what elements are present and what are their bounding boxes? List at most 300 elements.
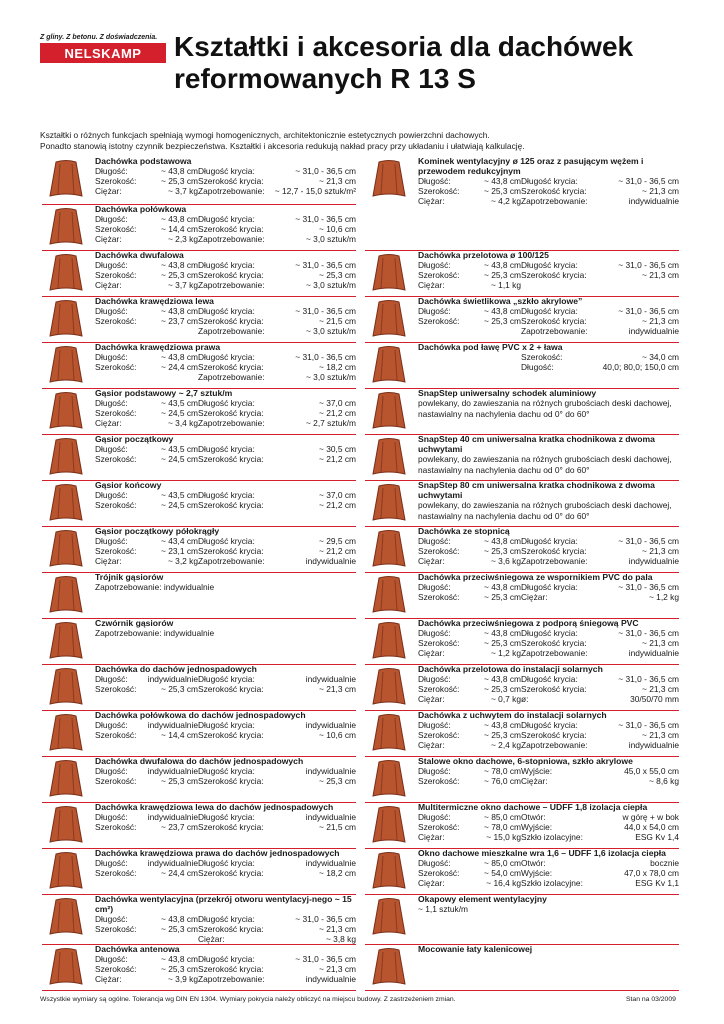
spec-cell: Ciężar:: [418, 832, 445, 842]
item-text: [418, 480, 679, 521]
spec-cell: Szerokość:: [95, 224, 137, 234]
spec-row: [95, 536, 356, 546]
item-title: Dachówka podstawowa: [95, 156, 192, 166]
spec-cell: ~ 21,2 cm: [318, 454, 356, 464]
spec-cell: [521, 280, 595, 290]
spec-row: [418, 868, 679, 878]
spec-cell: ~ 25,3 cm: [483, 592, 521, 602]
spec-cell: Długość krycia:: [198, 352, 255, 362]
spec-row: [95, 280, 356, 290]
spec-row: [95, 500, 356, 510]
spec-cell: Długość krycia:: [198, 260, 255, 270]
roof-tile-icon: [365, 436, 413, 478]
spec-cell: Szerokość krycia:: [198, 500, 264, 510]
spec-cell: Szerokość:: [95, 176, 137, 186]
spec-cell: Szerokość:: [521, 352, 563, 362]
spec-cell: Ciężar:: [418, 280, 445, 290]
spec-cell: Szerokość:: [95, 684, 137, 694]
roof-tile-icon: [42, 298, 90, 340]
spec-cell: ~ 23,7 cm: [160, 822, 198, 832]
spec-cell: Szerokość krycia:: [198, 408, 264, 418]
spec-cell: ~ 24,4 cm: [160, 362, 198, 372]
item-title: Dachówka ze stopnicą: [418, 526, 510, 536]
spec-cell: ~ 16,4 kg: [486, 878, 521, 888]
spec-cell: Długość:: [95, 536, 128, 546]
spec-cell: ~ 25,3 cm: [160, 684, 198, 694]
spec-cell: [418, 326, 465, 336]
spec-cell: [142, 372, 198, 382]
spec-cell: ~ 21,3 cm: [641, 684, 679, 694]
spec-cell: ~ 43,8 cm: [160, 260, 198, 270]
roof-tile-icon: [365, 344, 413, 386]
right-item-13: [365, 802, 679, 849]
item-text: [95, 250, 356, 290]
spec-row: [95, 776, 356, 786]
spec-cell: ~ 85,0 cm: [483, 812, 521, 822]
spec-cell: Zapotrzebowanie:: [198, 372, 265, 382]
spec-row: [95, 924, 356, 934]
spec-cell: Szerokość krycia:: [198, 362, 264, 372]
spec-cell: ~ 1,1 kg: [490, 280, 521, 290]
item-text: [418, 710, 679, 750]
item-text: [418, 756, 679, 786]
spec-row: [95, 166, 356, 176]
spec-cell: Szerokość:: [95, 822, 137, 832]
spec-cell: ~ 31,0 - 36,5 cm: [618, 628, 679, 638]
spec-cell: Szerokość:: [418, 730, 460, 740]
left-item-2: [42, 250, 356, 297]
left-item-6: [42, 434, 356, 481]
spec-cell: ~ 31,0 - 36,5 cm: [295, 260, 356, 270]
spec-cell: Długość:: [418, 176, 451, 186]
title-line-1: Kształtki i akcesoria dla dachówek: [174, 31, 634, 62]
spec-cell: 44,0 x 54,0 cm: [624, 822, 679, 832]
item-description: powlekany, do zawieszania na różnych grubościach deski dachowej, nastawialny na nachylenia dachu od 0° do 60°: [418, 398, 672, 419]
spec-cell: ~ 3,9 kg: [167, 974, 198, 984]
spec-cell: ~ 25,3 cm: [160, 776, 198, 786]
spec-cell: Ciężar:: [521, 592, 548, 602]
spec-cell: ~ 43,8 cm: [483, 582, 521, 592]
spec-cell: ~ 43,8 cm: [160, 166, 198, 176]
spec-cell: ~ 15,0 kg: [486, 832, 521, 842]
item-description: powlekany, do zawieszania na różnych grubościach deski dachowej, nastawialny na nachylenia dachu od 0° do 60°: [418, 500, 672, 521]
spec-cell: [465, 362, 521, 372]
spec-cell: ~ 21,3 cm: [318, 964, 356, 974]
item-title: Kominek wentylacyjny ø 125 oraz z pasującym wężem i przewodem redukcyjnym: [418, 156, 644, 176]
spec-cell: Długość:: [521, 362, 554, 372]
spec-cell: [595, 280, 679, 290]
spec-cell: ~ 21,3 cm: [641, 270, 679, 280]
item-text: [418, 802, 679, 842]
spec-cell: ~ 37,0 cm: [318, 398, 356, 408]
right-item-15: [365, 894, 679, 945]
roof-tile-icon: [42, 482, 90, 524]
item-title: SnapStep 40 cm uniwersalna kratka chodnikowa z dwoma uchwytami: [418, 434, 655, 454]
spec-cell: ~ 31,0 - 36,5 cm: [295, 306, 356, 316]
spec-cell: ~ 3,6 kg: [490, 556, 521, 566]
spec-cell: Ciężar:: [95, 974, 122, 984]
item-title: Gąsior końcowy: [95, 480, 162, 490]
spec-cell: ~ 23,1 cm: [160, 546, 198, 556]
spec-cell: Szerokość krycia:: [198, 964, 264, 974]
right-item-4: [365, 388, 679, 435]
spec-cell: Długość:: [418, 812, 451, 822]
spec-cell: Szerokość:: [418, 270, 460, 280]
spec-row: [95, 556, 356, 566]
spec-cell: Długość:: [95, 954, 128, 964]
spec-cell: 47,0 x 78,0 cm: [624, 868, 679, 878]
item-text: [418, 342, 679, 372]
spec-cell: Szerokość:: [95, 546, 137, 556]
spec-cell: Długość krycia:: [521, 582, 578, 592]
spec-row: [95, 914, 356, 924]
spec-row: [95, 418, 356, 428]
spec-cell: Zapotrzebowanie:: [198, 326, 265, 336]
roof-tile-icon: [365, 482, 413, 524]
item-text: [95, 944, 356, 984]
spec-row: [418, 362, 679, 372]
spec-cell: 30/50/70 mm: [630, 694, 679, 704]
spec-row: [418, 638, 679, 648]
right-item-2: [365, 296, 679, 343]
item-title: Dachówka dwufalowa do dachów jednospadowych: [95, 756, 304, 766]
spec-row: [418, 176, 679, 186]
spec-cell: indywidualnie: [147, 812, 198, 822]
spec-row: [95, 224, 356, 234]
brand-logo: NELSKAMP: [40, 43, 166, 63]
spec-cell: ~ 43,8 cm: [160, 954, 198, 964]
spec-cell: ~ 43,8 cm: [483, 260, 521, 270]
spec-cell: ~ 43,5 cm: [160, 444, 198, 454]
spec-cell: Długość krycia:: [198, 490, 255, 500]
spec-cell: ~ 31,0 - 36,5 cm: [618, 582, 679, 592]
right-item-8: [365, 572, 679, 619]
spec-cell: Szerokość:: [95, 270, 137, 280]
spec-cell: Otwór:: [521, 812, 546, 822]
spec-cell: Szerokość:: [95, 964, 137, 974]
spec-cell: Wyjście:: [521, 868, 553, 878]
left-item-9: [42, 572, 356, 619]
item-description: Zapotrzebowanie: indywidualnie: [95, 582, 215, 592]
spec-row: [418, 832, 679, 842]
spec-row: [418, 316, 679, 326]
spec-cell: Szerokość krycia:: [198, 316, 264, 326]
spec-cell: ~ 30,5 cm: [318, 444, 356, 454]
spec-cell: ~ 2,7 sztuk/m: [305, 418, 356, 428]
spec-cell: Długość:: [418, 536, 451, 546]
spec-cell: Ciężar:: [418, 196, 445, 206]
roof-tile-icon: [365, 712, 413, 754]
spec-row: [418, 326, 679, 336]
spec-cell: [465, 352, 521, 362]
spec-row: [95, 408, 356, 418]
spec-cell: Szerokość:: [95, 362, 137, 372]
spec-cell: Szerokość:: [95, 454, 137, 464]
spec-cell: Długość:: [418, 720, 451, 730]
spec-cell: ~ 25,3 cm: [483, 638, 521, 648]
spec-cell: Długość krycia:: [198, 306, 255, 316]
item-title: Multitermiczne okno dachowe – UDFF 1,8 izolacja ciepła: [418, 802, 648, 812]
spec-cell: Zapotrzebowanie:: [521, 556, 588, 566]
page-title: [174, 31, 633, 95]
spec-row: [95, 812, 356, 822]
spec-cell: Długość krycia:: [198, 214, 255, 224]
right-item-0: [365, 156, 679, 251]
spec-cell: Długość:: [95, 674, 128, 684]
spec-cell: Szerokość krycia:: [198, 924, 264, 934]
item-title: Dachówka krawędziowa lewa: [95, 296, 214, 306]
spec-cell: ~ 18,2 cm: [318, 362, 356, 372]
spec-cell: ~ 0,7 kg: [490, 694, 521, 704]
spec-cell: ~ 43,8 cm: [483, 720, 521, 730]
spec-cell: ~ 10,6 cm: [318, 730, 356, 740]
item-title: Gąsior początkowy: [95, 434, 174, 444]
roof-tile-icon: [42, 804, 90, 846]
left-item-17: [42, 944, 356, 991]
spec-cell: Szerokość krycia:: [198, 270, 264, 280]
spec-cell: indywidualnie: [305, 858, 356, 868]
spec-cell: Szerokość:: [418, 316, 460, 326]
spec-cell: ~ 3,2 kg: [167, 556, 198, 566]
spec-cell: Otwór:: [521, 858, 546, 868]
spec-cell: ~ 18,2 cm: [318, 868, 356, 878]
spec-cell: ~ 43,5 cm: [160, 398, 198, 408]
spec-row: [95, 372, 356, 382]
spec-cell: Ciężar:: [418, 878, 445, 888]
spec-cell: Długość krycia:: [521, 176, 578, 186]
spec-cell: [95, 934, 142, 944]
spec-cell: bocznie: [650, 858, 679, 868]
spec-cell: Szerokość:: [418, 776, 460, 786]
spec-cell: Długość krycia:: [198, 536, 255, 546]
spec-row: [95, 822, 356, 832]
spec-row: [418, 776, 679, 786]
spec-cell: ~ 31,0 - 36,5 cm: [295, 954, 356, 964]
spec-row: [95, 306, 356, 316]
item-text: [418, 894, 679, 915]
item-text: [95, 388, 356, 428]
spec-cell: indywidualnie: [305, 674, 356, 684]
roof-tile-icon: [365, 666, 413, 708]
spec-cell: Długość:: [418, 858, 451, 868]
spec-cell: Zapotrzebowanie:: [198, 974, 265, 984]
spec-cell: ø:: [521, 694, 529, 704]
spec-cell: Długość:: [418, 674, 451, 684]
spec-row: [418, 270, 679, 280]
spec-row: [95, 234, 356, 244]
spec-cell: ~ 43,8 cm: [483, 628, 521, 638]
item-title: Dachówka przelotowa ø 100/125: [418, 250, 549, 260]
spec-row: [418, 648, 679, 658]
spec-cell: ~ 25,3 cm: [160, 270, 198, 280]
spec-cell: ~ 2,3 kg: [167, 234, 198, 244]
item-text: [418, 526, 679, 566]
spec-cell: ~ 78,0 cm: [483, 766, 521, 776]
spec-row: [418, 766, 679, 776]
spec-cell: Szerokość:: [418, 592, 460, 602]
spec-row: [95, 214, 356, 224]
spec-cell: ~ 43,8 cm: [160, 352, 198, 362]
item-title: Dachówka krawędziowa lewa do dachów jednospadowych: [95, 802, 334, 812]
spec-cell: Szerokość krycia:: [198, 546, 264, 556]
spec-row: [418, 546, 679, 556]
spec-cell: ~ 21,5 cm: [318, 316, 356, 326]
spec-cell: Długość krycia:: [198, 720, 255, 730]
spec-cell: indywidualnie: [147, 674, 198, 684]
spec-cell: Szkło izolacyjne:: [521, 832, 583, 842]
spec-cell: ~ 25,3 cm: [483, 316, 521, 326]
spec-cell: ~ 25,3 cm: [318, 776, 356, 786]
spec-row: [95, 362, 356, 372]
spec-row: [418, 260, 679, 270]
spec-cell: ~ 31,0 - 36,5 cm: [618, 536, 679, 546]
spec-cell: Szerokość krycia:: [198, 176, 264, 186]
item-text: [95, 618, 356, 639]
spec-cell: Szerokość:: [418, 684, 460, 694]
spec-row: [418, 694, 679, 704]
spec-cell: Ciężar:: [418, 648, 445, 658]
spec-cell: Długość:: [95, 444, 128, 454]
spec-row: [95, 546, 356, 556]
spec-row: [95, 868, 356, 878]
spec-cell: Szerokość:: [95, 924, 137, 934]
spec-row: [95, 766, 356, 776]
spec-cell: Szerokość krycia:: [521, 730, 587, 740]
spec-cell: Długość krycia:: [198, 812, 255, 822]
left-item-12: [42, 710, 356, 757]
right-item-12: [365, 756, 679, 803]
spec-cell: ~ 21,3 cm: [318, 684, 356, 694]
spec-cell: Ciężar:: [95, 280, 122, 290]
spec-cell: [95, 372, 142, 382]
spec-row: [95, 974, 356, 984]
item-title: Gąsior podstawowy ~ 2,7 sztuk/m: [95, 388, 233, 398]
spec-cell: ~ 31,0 - 36,5 cm: [295, 352, 356, 362]
left-item-1: [42, 204, 356, 251]
spec-cell: ~ 31,0 - 36,5 cm: [618, 720, 679, 730]
spec-cell: Zapotrzebowanie:: [198, 418, 265, 428]
roof-tile-icon: [42, 528, 90, 570]
spec-cell: Ciężar:: [95, 556, 122, 566]
spec-cell: Długość:: [418, 766, 451, 776]
roof-tile-icon: [365, 252, 413, 294]
spec-cell: [418, 352, 465, 362]
spec-cell: Długość:: [95, 260, 128, 270]
spec-cell: ~ 25,3 cm: [483, 186, 521, 196]
spec-cell: Szerokość krycia:: [521, 546, 587, 556]
spec-cell: Długość:: [95, 914, 128, 924]
spec-cell: Szerokość krycia:: [521, 316, 587, 326]
spec-cell: Długość:: [95, 766, 128, 776]
spec-row: [95, 186, 356, 196]
spec-cell: indywidualnie: [305, 812, 356, 822]
spec-cell: ~ 25,3 cm: [483, 730, 521, 740]
spec-cell: ~ 43,5 cm: [160, 490, 198, 500]
item-text: [95, 848, 356, 878]
spec-cell: ~ 25,3 cm: [483, 684, 521, 694]
item-title: Mocowanie łaty kalenicowej: [418, 944, 533, 954]
right-item-6: [365, 480, 679, 527]
item-text: [95, 204, 356, 244]
spec-cell: indywidualnie: [305, 766, 356, 776]
spec-cell: Długość krycia:: [198, 398, 255, 408]
item-title: Okno dachowe mieszkalne wra 1,6 – UDFF 1,6 izolacja ciepła: [418, 848, 666, 858]
spec-cell: Długość:: [95, 720, 128, 730]
spec-cell: indywidualnie: [305, 720, 356, 730]
spec-cell: ~ 21,3 cm: [641, 546, 679, 556]
roof-tile-icon: [42, 390, 90, 432]
left-item-15: [42, 848, 356, 895]
item-title: Dachówka krawędziowa prawa do dachów jednospadowych: [95, 848, 340, 858]
spec-cell: indywidualnie: [628, 556, 679, 566]
spec-cell: ~ 3,0 sztuk/m: [305, 234, 356, 244]
spec-cell: indywidualnie: [628, 740, 679, 750]
spec-cell: ~ 10,6 cm: [318, 224, 356, 234]
spec-cell: ~ 31,0 - 36,5 cm: [618, 674, 679, 684]
item-title: Dachówka połówkowa: [95, 204, 187, 214]
intro-line-1: Kształtki o różnych funkcjach spełniają wymogi homogenicznych, architektonicznie estetycznych powierzchni dachowych.: [40, 130, 490, 140]
item-title: Gąsior początkowy półokrągły: [95, 526, 220, 536]
spec-cell: ~ 25,3 cm: [483, 546, 521, 556]
spec-cell: Szerokość:: [418, 822, 460, 832]
spec-cell: Zapotrzebowanie:: [521, 196, 588, 206]
roof-tile-icon: [42, 758, 90, 800]
spec-cell: ~ 12,7 - 15,0 sztuk/m²: [274, 186, 356, 196]
spec-cell: ~ 21,3 cm: [641, 730, 679, 740]
spec-cell: Ciężar:: [95, 418, 122, 428]
item-title: Trójnik gąsiorów: [95, 572, 164, 582]
spec-row: [418, 196, 679, 206]
spec-cell: ~ 3,4 kg: [167, 418, 198, 428]
spec-cell: ~ 21,2 cm: [318, 408, 356, 418]
spec-cell: Długość:: [95, 398, 128, 408]
item-text: [418, 388, 679, 419]
item-text: [418, 296, 679, 336]
item-text: [95, 710, 356, 740]
spec-cell: Długość:: [418, 628, 451, 638]
spec-cell: Długość:: [418, 582, 451, 592]
spec-cell: indywidualnie: [628, 196, 679, 206]
spec-cell: Ciężar:: [521, 776, 548, 786]
roof-tile-icon: [365, 758, 413, 800]
right-item-3: [365, 342, 679, 389]
spec-cell: ~ 21,3 cm: [641, 316, 679, 326]
roof-tile-icon: [42, 666, 90, 708]
spec-row: [95, 730, 356, 740]
spec-cell: [95, 326, 142, 336]
spec-row: [418, 306, 679, 316]
spec-cell: Zapotrzebowanie:: [521, 326, 588, 336]
spec-cell: ~ 3,0 sztuk/m: [305, 280, 356, 290]
left-item-14: [42, 802, 356, 849]
spec-cell: ~ 43,8 cm: [483, 176, 521, 186]
item-title: Dachówka wentylacyjna (przekrój otworu wentylacyj-nego ~ 15 cm²): [95, 894, 352, 914]
item-title: Dachówka połówkowa do dachów jednospadowych: [95, 710, 306, 720]
left-item-16: [42, 894, 356, 945]
spec-cell: Zapotrzebowanie:: [198, 556, 265, 566]
left-item-10: [42, 618, 356, 665]
spec-cell: ~ 21,3 cm: [641, 186, 679, 196]
left-item-13: [42, 756, 356, 803]
spec-cell: Szkło izolacyjne:: [521, 878, 583, 888]
spec-row: [95, 326, 356, 336]
spec-cell: Długość krycia:: [521, 536, 578, 546]
spec-row: [418, 592, 679, 602]
intro-line-2: Ponadto stanowią istotny czynnik bezpieczeństwa. Kształtki i akcesoria redukują nakład pracy przy układaniu i ułatwiają kalkulację.: [40, 141, 525, 151]
left-item-0: [42, 156, 356, 205]
spec-cell: ~ 3,8 kg: [325, 934, 356, 944]
spec-cell: Ciężar:: [418, 556, 445, 566]
